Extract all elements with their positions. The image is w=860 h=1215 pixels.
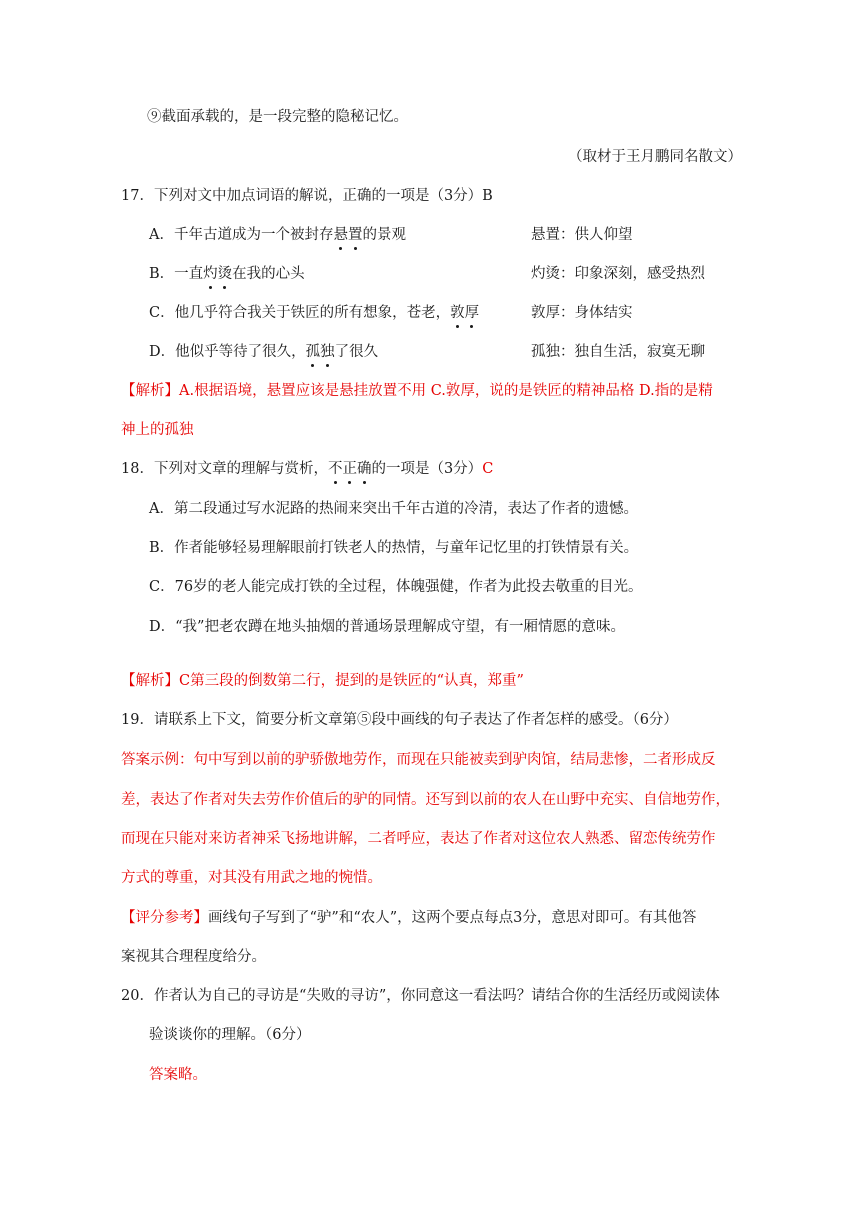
- q17-option-c-explanation: 敦厚：身体结实: [531, 305, 633, 321]
- q17-option-a: A．千年古道成为一个被封存悬置的景观: [149, 227, 406, 243]
- q17-option-d: D．他似乎等待了很久，孤独了很久: [149, 344, 379, 360]
- source-note: （取材于王月鹏同名散文）: [568, 149, 742, 165]
- q19-grading-line-1: 【评分参考】画线句子写到了“驴”和“农人”，这两个要点每点3分，意思对即可。有其他答: [121, 910, 697, 926]
- q17-option-b: B．一直灼烫在我的心头: [149, 266, 305, 282]
- q18-option-d: D．“我”把老农蹲在地头抽烟的普通场景理解成守望，有一厢情愿的意味。: [149, 619, 625, 635]
- question-18-stem: 18．下列对文章的理解与赏析，不正确的一项是（3分）C: [121, 461, 494, 477]
- q18-option-c: C．76岁的老人能完成打铁的全过程，体魄强健，作者为此投去敬重的目光。: [149, 579, 643, 595]
- q19-answer-line-3: 而现在只能对来访者神采飞扬地讲解，二者呼应，表达了作者对这位农人熟悉、留恋传统劳作: [121, 831, 716, 847]
- q18-analysis: 【解析】C第三段的倒数第二行，提到的是铁匠的“认真，郑重”: [121, 673, 524, 689]
- passage-line-9: ⑨截面承载的，是一段完整的隐秘记忆。: [147, 109, 408, 125]
- q17-option-d-explanation: 孤独：独自生活，寂寞无聊: [531, 344, 705, 360]
- q19-grading-line-2: 案视其合理程度给分。: [121, 949, 266, 965]
- q17-option-a-explanation: 悬置：供人仰望: [531, 227, 633, 243]
- q17-option-b-explanation: 灼烫：印象深刻，感受热烈: [531, 266, 705, 282]
- grading-tag: 【评分参考】: [121, 910, 208, 926]
- q19-answer-line-2: 差，表达了作者对失去劳作价值后的驴的同情。还写到以前的农人在山野中充实、自信地劳作，: [121, 792, 730, 808]
- q17-option-c: C．他几乎符合我关于铁匠的所有想象，苍老，敦厚: [149, 305, 480, 321]
- q18-option-b: B．作者能够轻易理解眼前打铁老人的热情，与童年记忆里的打铁情景有关。: [149, 540, 639, 556]
- q18-option-a: A．第二段通过写水泥路的热闹来突出千年古道的冷清，表达了作者的遗憾。: [149, 501, 638, 517]
- q19-answer-line-1: 答案示例：句中写到以前的驴骄傲地劳作，而现在只能被卖到驴肉馆，结局悲惨，二者形成反: [121, 752, 716, 768]
- question-20-stem-line-1: 20．作者认为自己的寻访是“失败的寻访”，你同意这一看法吗？请结合你的生活经历或阅读体: [121, 988, 720, 1004]
- q17-analysis-line-1: 【解析】A.根据语境，悬置应该是悬挂放置不用 C.敦厚，说的是铁匠的精神品格 D.指的是精: [121, 383, 713, 399]
- analysis-tag: 【解析】: [121, 383, 179, 399]
- question-20-stem-line-2: 验谈谈你的理解。（6分）: [149, 1027, 311, 1043]
- q19-answer-line-4: 方式的尊重，对其没有用武之地的惋惜。: [121, 870, 382, 886]
- q18-answer: C: [482, 461, 494, 477]
- q20-answer: 答案略。: [149, 1067, 207, 1083]
- question-17-stem: 17．下列对文中加点词语的解说，正确的一项是（3分）B: [121, 188, 493, 204]
- q17-analysis-line-2: 神上的孤独: [121, 422, 194, 438]
- question-19-stem: 19．请联系上下文，简要分析文章第⑤段中画线的句子表达了作者怎样的感受。（6分）: [121, 712, 678, 728]
